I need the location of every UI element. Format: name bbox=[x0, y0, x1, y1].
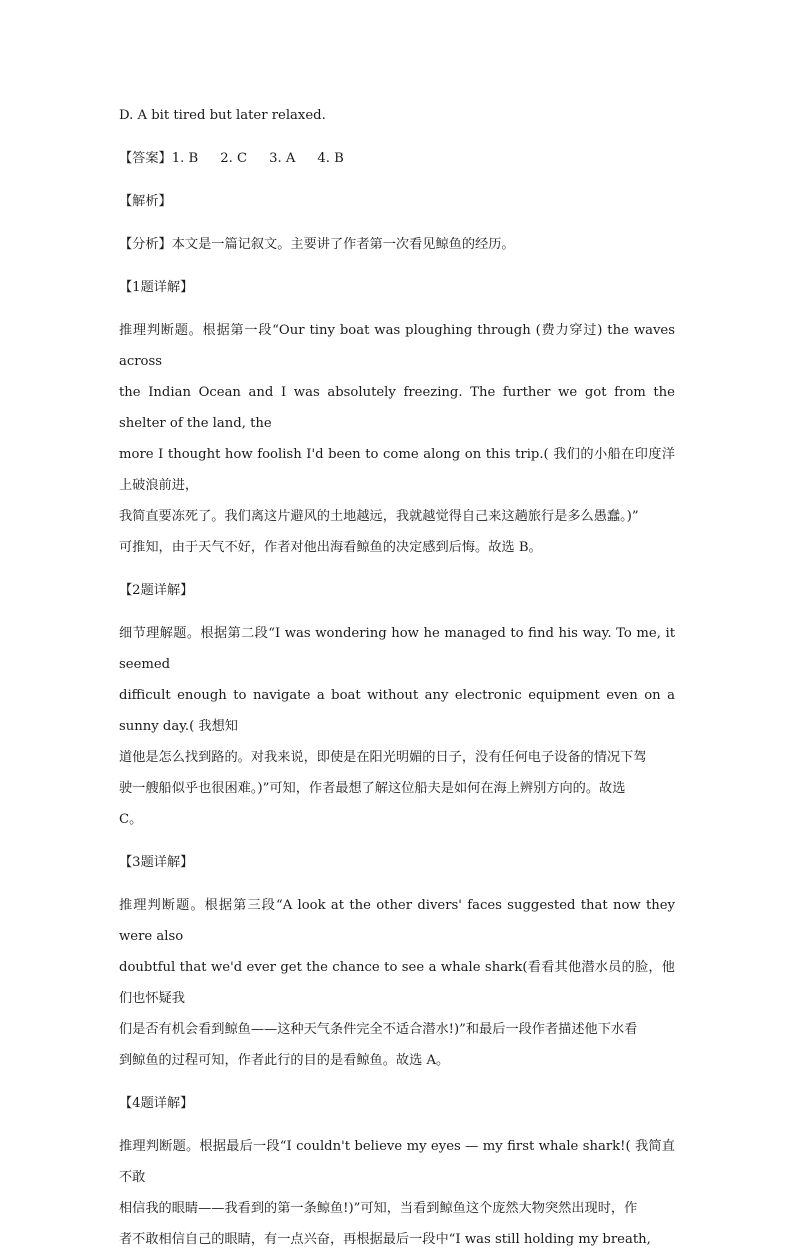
q4-heading: 【4题详解】 bbox=[119, 1096, 194, 1111]
q3-line: 们是否有机会看到鲸鱼——这种天气条件完全不适合潜水!)”和最后一段作者描述他下水看 bbox=[119, 1022, 638, 1037]
answer-1: 1. B bbox=[171, 151, 199, 166]
q2-line: 道他是怎么找到路的。对我来说，即使是在阳光明媚的日子，没有任何电子设备的情况下驾 bbox=[119, 750, 647, 765]
answer-label: 【答案】 bbox=[119, 151, 172, 166]
answer-2: 2. C bbox=[220, 151, 248, 166]
q3-line: doubtful that we'd ever get the chance to see a whale shark(看看其他潜水员的脸，他们也怀疑我 bbox=[119, 960, 675, 1006]
q2-line: 驶一艘船似乎也很困难。)”可知，作者最想了解这位船夫是如何在海上辨别方向的。故选 bbox=[119, 781, 626, 796]
q1-line: 我简直要冻死了。我们离这片避风的土地越远，我就越觉得自己来这趟旅行是多么愚蠢。)” bbox=[119, 509, 639, 524]
q1-line: 可推知，由于天气不好，作者对他出海看鲸鱼的决定感到后悔。故选 B。 bbox=[119, 540, 542, 555]
q4-explanation bbox=[119, 1131, 675, 1255]
analysis-heading: 【解析】 bbox=[119, 194, 172, 209]
q2-line: difficult enough to navigate a boat without any electronic equipment even on a sunny day.( 我想知 bbox=[119, 688, 675, 734]
option-d: D. A bit tired but later relaxed. bbox=[119, 108, 326, 123]
q3-heading: 【3题详解】 bbox=[119, 855, 194, 870]
q4-line: 者不敢相信自己的眼睛，有一点兴奋，再根据最后一段中“I was still holding my breath, bbox=[119, 1232, 651, 1247]
q4-line: 相信我的眼睛——我看到的第一条鲸鱼!)”可知，当看到鲸鱼这个庞然大物突然出现时，作 bbox=[119, 1201, 638, 1216]
answer-4: 4. B bbox=[317, 151, 344, 166]
q1-line: 推理判断题。根据第一段“Our tiny boat was ploughing through (费力穿过) the waves across bbox=[119, 323, 675, 369]
q3-line: 到鲸鱼的过程可知，作者此行的目的是看鲸鱼。故选 A。 bbox=[119, 1053, 450, 1068]
answer-3: 3. A bbox=[269, 151, 296, 166]
q4-line: 推理判断题。根据最后一段“I couldn't believe my eyes — my first whale shark!( 我简直不敢 bbox=[119, 1139, 675, 1185]
document-content bbox=[119, 100, 675, 1255]
q1-line: more I thought how foolish I'd been to come along on this trip.( 我们的小船在印度洋上破浪前进， bbox=[119, 447, 675, 493]
overview: 【分析】本文是一篇记叙文。主要讲了作者第一次看见鲸鱼的经历。 bbox=[119, 237, 515, 252]
q3-explanation bbox=[119, 890, 675, 1076]
q2-heading: 【2题详解】 bbox=[119, 583, 194, 598]
q1-explanation bbox=[119, 315, 675, 563]
q2-line: C。 bbox=[119, 812, 143, 827]
answer-line bbox=[119, 143, 675, 174]
q2-line: 细节理解题。根据第二段“I was wondering how he managed to find his way. To me, it seemed bbox=[119, 626, 675, 672]
q2-explanation bbox=[119, 618, 675, 835]
q3-line: 推理判断题。根据第三段“A look at the other divers' faces suggested that now they were also bbox=[119, 898, 675, 944]
q1-line: the Indian Ocean and I was absolutely freezing. The further we got from the shelter of the land, the bbox=[119, 385, 675, 431]
q1-heading: 【1题详解】 bbox=[119, 280, 194, 295]
